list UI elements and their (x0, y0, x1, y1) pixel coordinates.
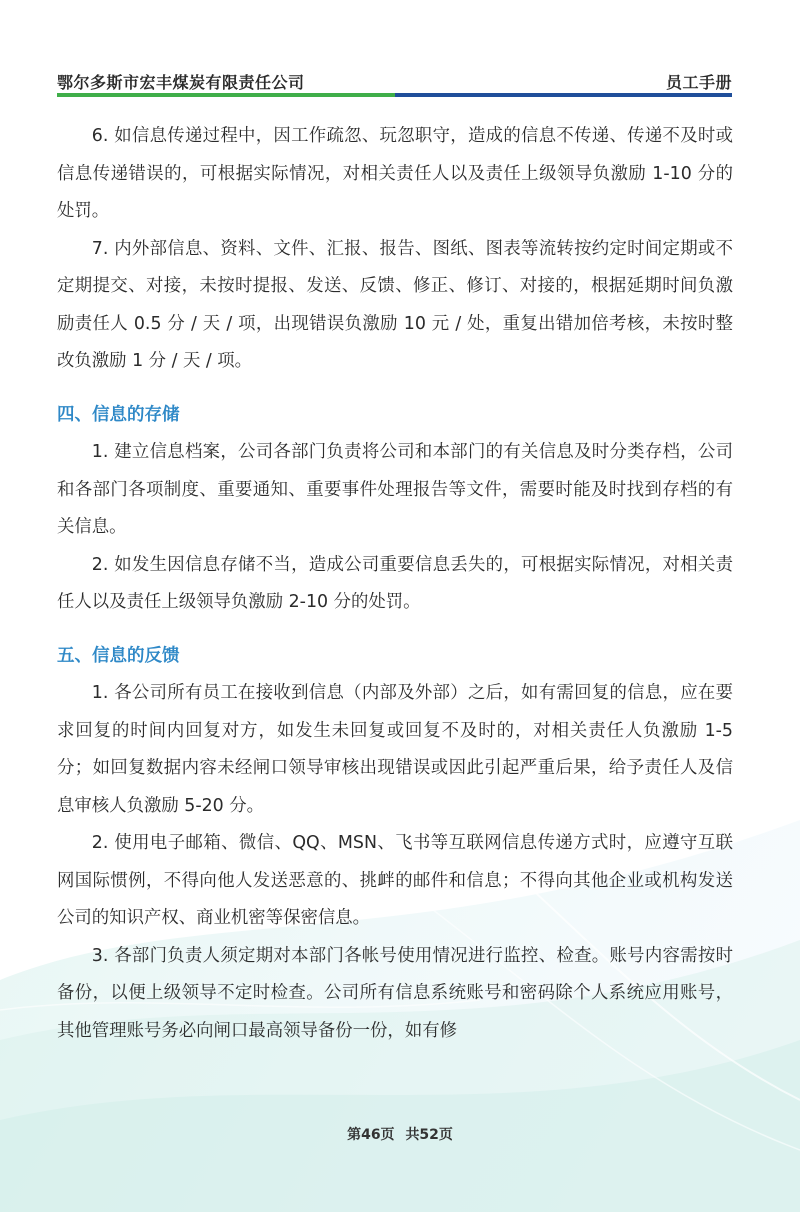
paragraph-6: 6. 如信息传递过程中，因工作疏忽、玩忽职守，造成的信息不传递、传递不及时或信息传递错误的，可根据实际情况，对相关责任人以及责任上级领导负激励 1-10 分的处罚。 (57, 126, 733, 221)
section-gap (57, 622, 733, 638)
section-heading-feedback: 五、信息的反馈 (57, 645, 180, 666)
page-footer (0, 1124, 800, 1144)
storage-paragraph-1: 1. 建立信息档案，公司各部门负责将公司和本部门的有关信息及时分类存档，公司和各部门各项制度、重要通知、重要事件处理报告等文件，需要时能及时找到存档的有关信息。 (57, 442, 733, 537)
total-pages: 共52页 (405, 1127, 453, 1143)
header-divider-blue (395, 93, 732, 97)
feedback-paragraph-2: 2. 使用电子邮箱、微信、QQ、MSN、飞书等互联网信息传递方式时，应遵守互联网国际惯例，不得向他人发送恶意的、挑衅的邮件和信息；不得向其他企业或机构发送公司的知识产权、商业机密等保密信息。 (57, 833, 733, 928)
paragraph-7: 7. 内外部信息、资料、文件、汇报、报告、图纸、图表等流转按约定时间定期或不定期提交、对接，未按时提报、发送、反馈、修正、修订、对接的，根据延期时间负激励责任人 0.5 分 / 天 / 项，出现错误负激励 10 元 / 处，重复出错加倍考核，未按时整改负激励 1 分 / 天 / 项。 (57, 238, 733, 371)
section-heading-storage: 四、信息的存储 (57, 404, 180, 425)
feedback-paragraph-3: 3. 各部门负责人须定期对本部门各帐号使用情况进行监控、检查。账号内容需按时备份，以便上级领导不定时检查。公司所有信息系统账号和密码除个人系统应用账号，其他管理账号务必向闸口最高领导备份一份，如有修 (57, 945, 733, 1041)
page-content (57, 118, 733, 1050)
document-title: 员工手册 (665, 72, 732, 92)
header-divider (57, 93, 732, 97)
section-gap (57, 381, 733, 397)
header-divider-green (57, 93, 395, 97)
current-page-number: 第46页 (347, 1127, 395, 1143)
feedback-paragraph-1: 1. 各公司所有员工在接收到信息（内部及外部）之后，如有需回复的信息，应在要求回复的时间内回复对方，如发生未回复或回复不及时的，对相关责任人负激励 1-5 分；如回复数据内容未经闸口领导审核出现错误或因此引起严重后果，给予责任人及信息审核人负激励 5-20 分。 (57, 683, 733, 816)
company-name: 鄂尔多斯市宏丰煤炭有限责任公司 (57, 72, 305, 92)
storage-paragraph-2: 2. 如发生因信息存储不当，造成公司重要信息丢失的，可根据实际情况，对相关责任人以及责任上级领导负激励 2-10 分的处罚。 (57, 554, 733, 612)
